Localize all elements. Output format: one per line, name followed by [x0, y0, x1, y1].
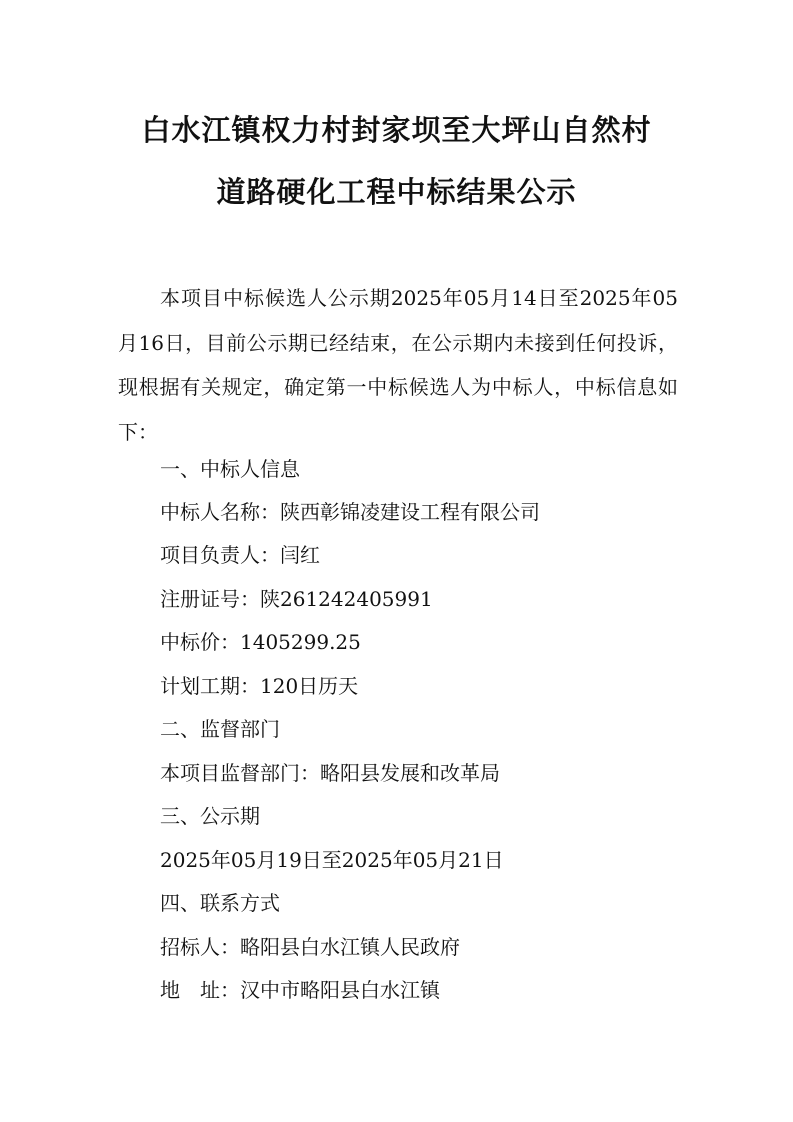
document-title-line-2: 道路硬化工程中标结果公示 [216, 175, 577, 209]
section-heading-contact: 四、联系方式 [160, 891, 280, 915]
winning-price-line: 中标价：1405299.25 [160, 630, 361, 654]
planned-duration-line: 计划工期：120日历天 [160, 674, 359, 698]
registration-number-line: 注册证号：陕261242405991 [160, 587, 433, 611]
section-heading-winner-info: 一、中标人信息 [160, 457, 300, 481]
publicity-period-line: 2025年05月19日至2025年05月21日 [160, 848, 504, 872]
address-line: 地 址：汉中市略阳县白水江镇 [160, 978, 440, 1002]
winner-name-line: 中标人名称：陕西彰锦凌建设工程有限公司 [160, 500, 540, 524]
project-manager-line: 项目负责人：闫红 [160, 543, 320, 567]
section-heading-publicity-period: 三、公示期 [160, 804, 260, 828]
document-title-line-1: 白水江镇权力村封家坝至大坪山自然村 [141, 113, 652, 147]
supervision-department-line: 本项目监督部门：略阳县发展和改革局 [160, 761, 500, 785]
section-heading-supervision: 二、监督部门 [160, 717, 280, 741]
intro-paragraph: 本项目中标候选人公示期2025年05月14日至2025年05月16日，目前公示期已经结束，在公示期内未接到任何投诉，现根据有关规定，确定第一中标候选人为中标人，中标信息如下： [118, 286, 678, 444]
tenderer-line: 招标人：略阳县白水江镇人民政府 [160, 935, 460, 959]
